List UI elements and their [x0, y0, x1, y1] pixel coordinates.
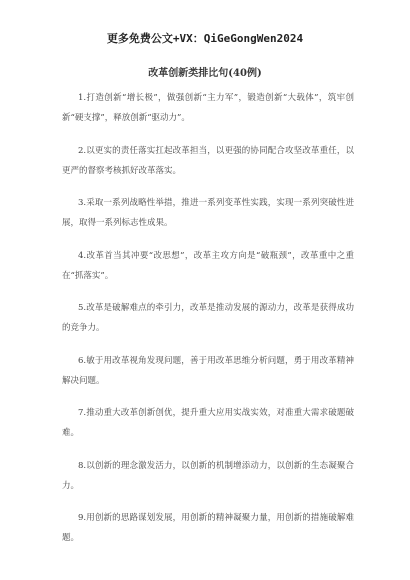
- document-title: 改革创新类排比句(40例): [148, 68, 262, 79]
- list-item: 1.打造创新“增长极”，做强创新“主力军”，锻造创新“大载体”，筑牢创新“硬支撑”，释放创新“驱动力”。: [62, 93, 354, 123]
- item-list: [62, 88, 354, 561]
- list-item: 2.以更实的责任落实扛起改革担当，以更强的协同配合攻坚改革重任，以更严的督察考核抓好改革落实。: [62, 145, 354, 176]
- list-item: 5.改革是破解难点的牵引力，改革是推动发展的源动力，改革是获得成功的竞争力。: [62, 303, 354, 333]
- list-item: 9.用创新的思路谋划发展，用创新的精神凝聚力量，用创新的措施破解难题。: [62, 513, 354, 543]
- list-item: 4.改革首当其冲要“改思想”，改革主攻方向是“破瓶颈”，改革重中之重在“抓落实”。: [62, 250, 354, 281]
- list-item: 6.敏于用改革视角发现问题，善于用改革思维分析问题，勇于用改革精神解决问题。: [62, 355, 354, 386]
- promo-header: 更多免费公文+VX：QiGeGongWen2024: [106, 32, 304, 45]
- list-item: 8.以创新的理念激发活力，以创新的机制增添动力，以创新的生态凝聚合力。: [62, 460, 354, 491]
- list-item: 3.采取一系列战略性举措，推进一系列变革性实践，实现一系列突破性进展，取得一系列标志性成果。: [62, 198, 354, 228]
- list-item: 7.推动重大改革创新创优，提升重大应用实战实效，对准重大需求破题破难。: [62, 408, 354, 438]
